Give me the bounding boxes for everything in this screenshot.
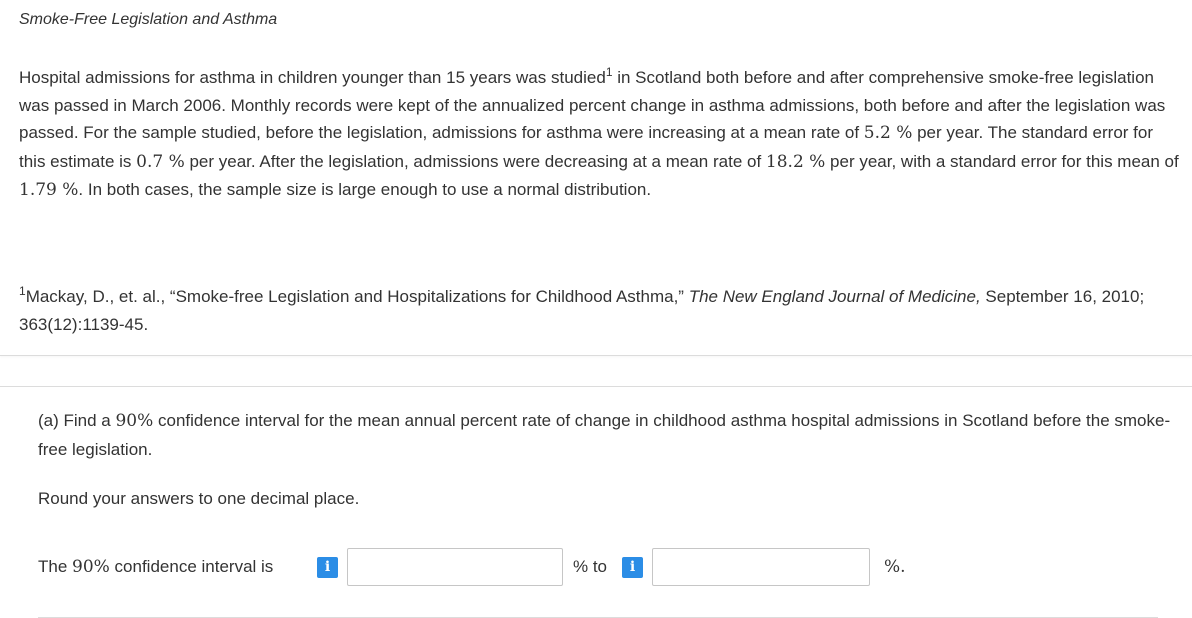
description-part-5: per year, with a standard error for this mean of (825, 151, 1179, 171)
answer-row (38, 548, 1168, 588)
info-icon[interactable]: i (622, 557, 643, 578)
footnote-details: September 16, 2010; 363(12):1139-45. (19, 287, 1145, 334)
mean-before-value: 5.2 % (863, 123, 913, 144)
part-a-section (0, 386, 1192, 618)
se-before-value: 0.7 % (136, 151, 185, 172)
problem-description (19, 64, 1184, 205)
answer-lead-2: confidence interval is (109, 557, 274, 576)
se-after-value: 1.79 % (19, 180, 79, 201)
upper-bound-input[interactable] (652, 548, 870, 586)
footnote-ref: 1 (605, 65, 613, 79)
lower-bound-input[interactable] (347, 548, 563, 586)
question-part-2: confidence interval for the mean annual percent rate of change in childhood asthma hospital admissions in Scotland before the smoke-free legislation. (38, 411, 1171, 459)
percent-suffix: %. (884, 557, 906, 577)
footnote-marker: 1 (19, 284, 26, 298)
footnote-authors: Mackay, D., et. al., “Smoke-free Legislation and Hospitalizations for Childhood Asthma,” (25, 287, 689, 306)
footnote-journal: The New England Journal of Medicine, (688, 287, 981, 306)
footnote (19, 283, 1184, 339)
to-label: % to (573, 557, 608, 576)
question-part-1: (a) Find a (38, 411, 116, 430)
description-part-6: . In both cases, the sample size is large enough to use a normal distribution. (78, 180, 652, 200)
description-part-1: Hospital admissions for asthma in children younger than 15 years was studied (19, 68, 606, 87)
answer-lead-1: The (38, 557, 73, 576)
rounding-instruction: Round your answers to one decimal place. (38, 489, 360, 508)
problem-title: Smoke-Free Legislation and Asthma (19, 11, 278, 28)
description-part-4: per year. After the legislation, admissions were decreasing at a mean rate of (184, 151, 766, 171)
description-part-2: in Scotland both before and after comprehensive smoke-free legislation was passed in March 2006. Monthly records were kept of the annualized percent change in asthma admissions, both before and after the legislation was passed. For the sample studied, before the legislation, admissions for asthma were increasing at a mean rate of (19, 68, 1166, 143)
mean-after-value: 18.2 % (765, 151, 826, 172)
answer-lead-text (38, 557, 273, 577)
info-icon[interactable]: i (317, 557, 338, 578)
answer-confidence-level: 90% (72, 557, 110, 577)
confidence-level: 90% (115, 411, 154, 431)
description-part-3: per year. The standard error for this estimate is (19, 123, 1154, 171)
part-a-question (38, 407, 1178, 463)
